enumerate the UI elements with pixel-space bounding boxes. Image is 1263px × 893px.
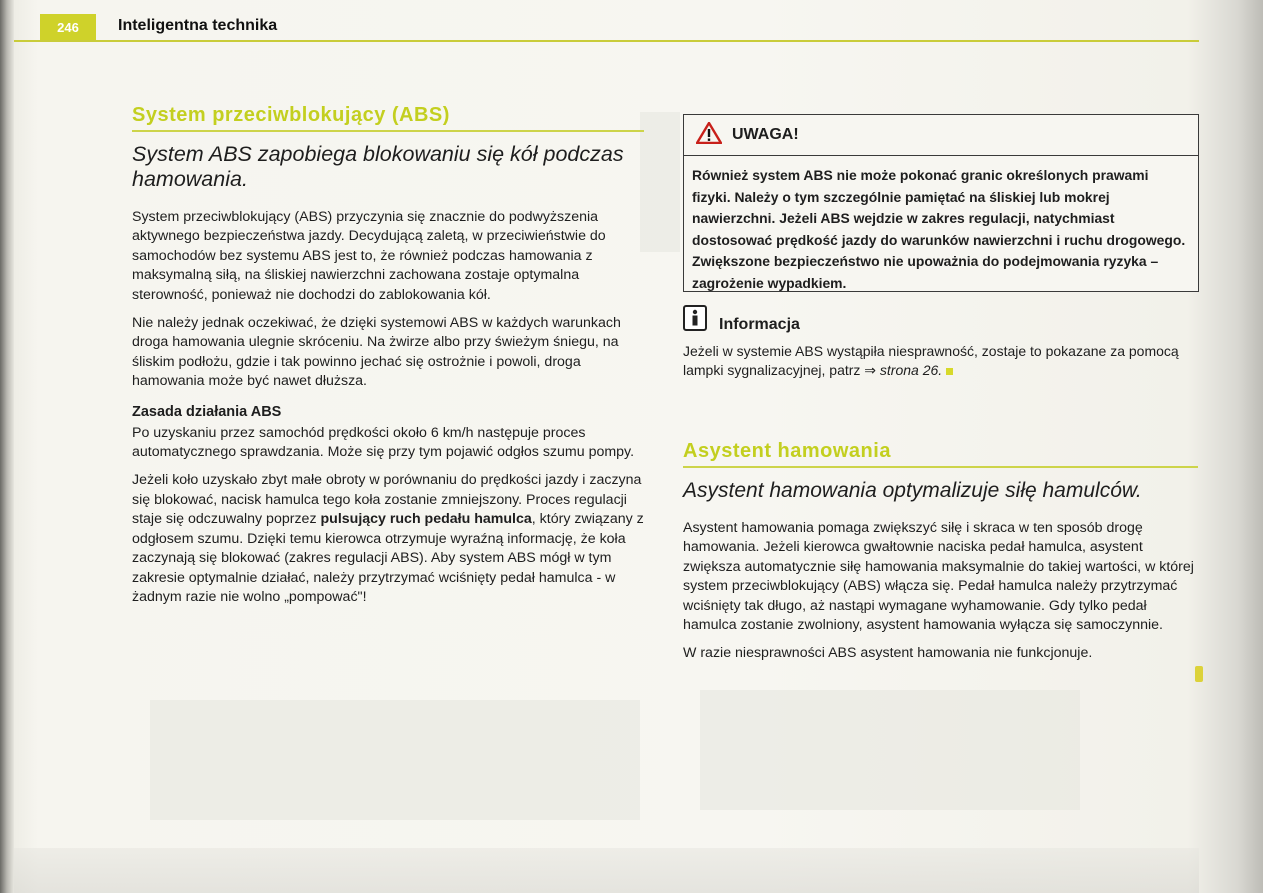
info-text (683, 342, 1198, 380)
section-title-abs: System przeciwblokujący (ABS) (132, 104, 644, 132)
show-through-shadow (640, 112, 680, 252)
right-column-lower (683, 440, 1198, 673)
info-box (683, 302, 1198, 389)
warning-box (683, 114, 1199, 292)
end-square-icon (946, 368, 953, 375)
paragraph: Po uzyskaniu przez samochód prędkości około 6 km/h następuje proces automatycznego sprawdzania. Może się przy tym pojawić odgłos szumu pompy. (132, 424, 635, 461)
paragraph (132, 471, 644, 607)
info-header (683, 302, 1198, 334)
section-title-assist: Asystent hamowania (683, 440, 1198, 468)
page-binding-edge (0, 0, 14, 893)
show-through-shadow (700, 690, 1080, 810)
info-icon (683, 305, 707, 331)
page-number: 246 (40, 14, 96, 40)
paragraph: W razie niesprawności ABS asystent hamowania nie funkcjonuje. (683, 645, 1093, 662)
paragraph: Nie należy jednak oczekiwać, że dzięki systemowi ABS w każdych warunkach droga hamowania ulegnie skróceniu. Na żwirze albo przy świeżym śniegu, na śliskim podłożu, gdzie i tak powinno jechać się ostrożnie i powoli, droga hamowania może być nawet dłuższa. (132, 315, 621, 390)
warning-triangle-icon (696, 122, 722, 149)
paragraph-text: Jeżeli koło uzyskało zbyt małe obroty w porównaniu do prędkości jazdy i zaczyna się blokować, nacisk hamulca tego koła zostanie zmniejszony. Proces regulacji staje się odczuwalny poprzez (132, 472, 642, 528)
subheading: Zasada działania ABS (132, 403, 282, 420)
show-through-shadow (150, 700, 640, 820)
bottom-shadow (14, 848, 1199, 893)
info-body: Jeżeli w systemie ABS wystąpiła niesprawność, zostaje to pokazane za pomocą lampki sygnalizacyjnej, patrz ⇒ (683, 343, 1179, 378)
bold-phrase: pulsujący ruch pedału hamulca (320, 511, 532, 528)
info-title: Informacja (719, 316, 800, 333)
paragraph: System przeciwblokujący (ABS) przyczynia się znacznie do podwyższenia aktywnego bezpieczeństwa jazdy. Decydującą zaletą, w przeciwieństwie do samochodów bez systemu ABS jest to, że również podczas hamowania z maksymalną siłą, na śliskiej nawierzchni zachowana zostaje optymalna sterowność, ponieważ nie dochodzi do zablokowania kół. (132, 209, 606, 303)
lead-abs: System ABS zapobiega blokowaniu się kół podczas hamowania. (132, 142, 624, 191)
side-marker-icon (1195, 666, 1203, 682)
warning-text: Również system ABS nie może pokonać granic określonych prawami fizyki. Należy o tym szczególnie pamiętać na śliskiej lub mokrej nawierzchni. Jeżeli ABS wejdzie w zakres regulacji, natychmiast dostosować prędkość jazdy do warunków nawierzchni i ruchu drogowego. Zwiększone bezpieczeństwo nie upoważnia do podejmowania ryzyka – zagrożenie wypadkiem. (692, 167, 1186, 291)
lead-assist: Asystent hamowania optymalizuje siłę hamulców. (683, 479, 1142, 502)
paragraph: Asystent hamowania pomaga zwiększyć siłę i skraca w ten sposób drogę hamowania. Jeżeli kierowca gwałtownie naciska pedał hamulca, asystent zwiększa automatycznie siłę hamowania maksymalnie do takiej wartości, w której system przeciwblokujący (ABS) włącza się. Pedał hamulca należy przytrzymać wciśnięty tak długo, aż nastąpi wymagane wyhamowanie. Gdy tylko pedał hamulca zostanie zwolniony, asystent hamowania wyłącza się samoczynnie. (683, 520, 1194, 634)
warning-title: UWAGA! (732, 126, 799, 143)
left-column (132, 104, 644, 616)
page-reference-link[interactable]: strona 26. (879, 362, 943, 378)
paragraph-text: , który związany z odgłosem szumu. Dzięki temu kierowca otrzymuje wyraźną informację, że koła zaczynają się blokować (zakres regulacji ABS). Aby system ABS mógł w tym zakresie optymalnie działać, należy przytrzymać wciśnięty pedał hamulca - w żadnym razie nie wolno „pompować"! (132, 511, 644, 605)
running-title: Inteligentna technika (118, 17, 278, 34)
warning-header (684, 115, 1198, 156)
